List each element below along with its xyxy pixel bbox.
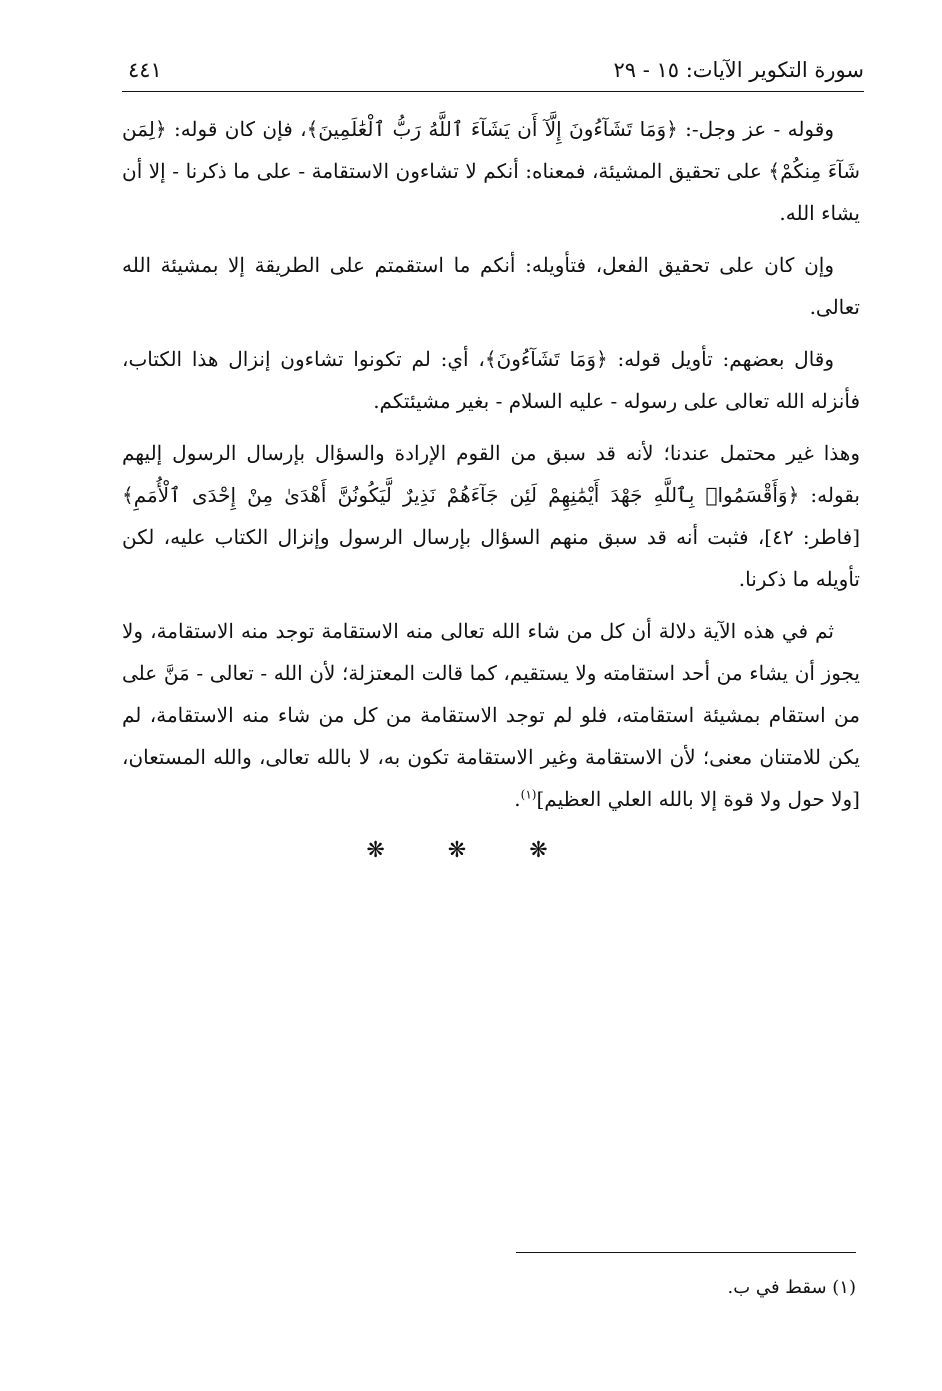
paragraph-4-text: وهذا غير محتمل عندنا؛ لأنه قد سبق من القوم الإرادة والسؤال بإرسال الرسول إليهم بقوله: <box>122 441 860 507</box>
paragraph-1 <box>122 108 860 234</box>
paragraph-3-text: وقال بعضهم: تأويل قوله: <box>607 347 835 371</box>
paragraph-4 <box>122 432 860 600</box>
paragraph-1-text: ، فإن كان قوله: <box>166 117 307 141</box>
paragraph-4-text: [فاطر: ٤٢]، فثبت أنه قد سبق منهم السؤال بإرسال الرسول وإنزال الكتاب عليه، لكن تأويله ما ذكرنا. <box>122 525 861 591</box>
footnote-rule <box>516 1252 856 1253</box>
paragraph-5-text: ثم في هذه الآية دلالة أن كل من شاء الله تعالى منه الاستقامة توجد منه الاستقامة، ولا يجوز أن يشاء من أحد استقامته ولا يستقيم، كما قالت المعتزلة؛ لأن الله - تعالى - مَنَّ على من استقام بمشيئة استقامته، فلو لم توجد الاستقامة من كل من شاء منه الاستقامة، لم يكن للامتنان معنى؛ لأن الاستقامة وغير الاستقامة تكون به، لا بالله تعالى، والله المستعان، [ولا حول ولا قوة إلا بالله العلي العظيم] <box>122 619 860 811</box>
running-header <box>122 52 864 92</box>
quran-verse: ﴿لِمَن شَآءَ مِنكُمْ﴾ <box>122 117 861 183</box>
paragraph-2: وإن كان على تحقيق الفعل، فتأويله: أنكم ما استقمتم على الطريقة إلا بمشيئة الله تعالى. <box>122 253 860 319</box>
quran-verse: ﴿وَأَقْسَمُوا۟ بِٱللَّهِ جَهْدَ أَيْمَٰنِهِمْ لَئِن جَآءَهُمْ نَذِيرٌ لَّيَكُونُنَّ أَهْدَىٰ مِنْ إِحْدَى ٱلْأُمَمِ﴾ <box>122 483 800 507</box>
section-separator: ❋ ❋ ❋ <box>366 838 576 863</box>
paragraph-1-text: على تحقيق المشيئة، فمعناه: أنكم لا تشاءون الاستقامة - على ما ذكرنا - إلا أن يشاء الله. <box>122 159 860 225</box>
paragraph-5 <box>122 610 860 820</box>
body-text <box>122 108 860 830</box>
paragraph-5-end: . <box>514 787 521 811</box>
paragraph-3-text: ، أي: لم تكونوا تشاءون إنزال هذا الكتاب، فأنزله الله تعالى على رسوله - عليه السلام - بغير مشيئتكم. <box>122 347 860 413</box>
paragraph-3 <box>122 338 860 422</box>
header-rule <box>122 91 864 92</box>
header-title: سورة التكوير الآيات: ١٥ - ٢٩ <box>613 58 864 82</box>
footnote: (١) سقط في ب. <box>727 1277 856 1298</box>
quran-verse: ﴿وَمَا تَشَآءُونَ إِلَّآ أَن يَشَآءَ ٱللَّهُ رَبُّ ٱلْعَٰلَمِينَ﴾ <box>306 117 678 141</box>
footnote-reference: (١) <box>520 787 537 802</box>
paragraph-1-text: وقوله - عز وجل-: <box>677 117 834 141</box>
quran-verse: ﴿وَمَا تَشَآءُونَ﴾ <box>484 347 608 371</box>
page-number: ٤٤١ <box>128 58 162 82</box>
